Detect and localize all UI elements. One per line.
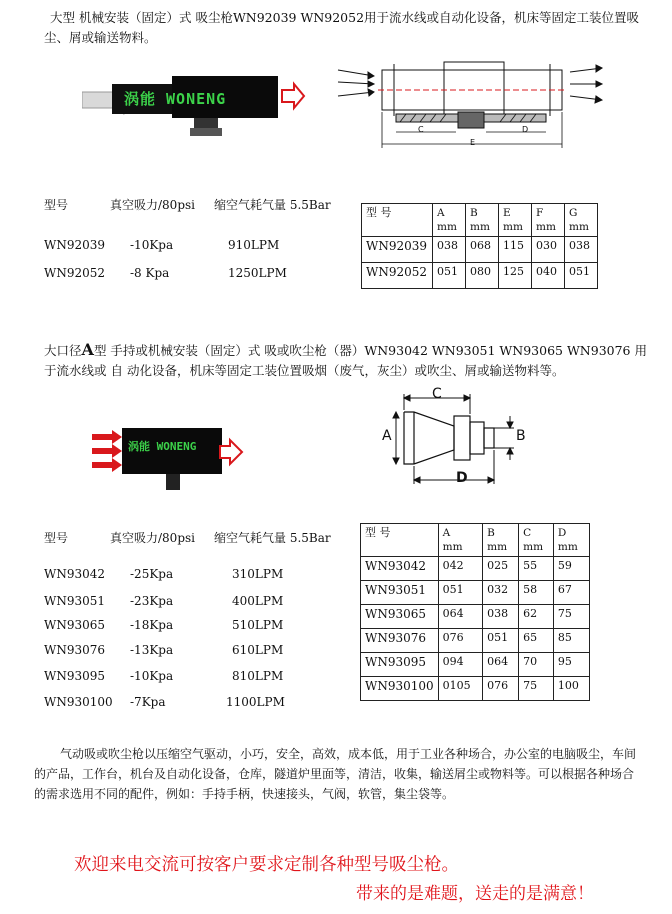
spec-value: 1250LPM <box>228 266 287 280</box>
table-row: WN93076 076 051 65 85 <box>361 629 590 653</box>
dimension-table-large <box>361 203 598 289</box>
spec-value: -23Kpa <box>130 594 174 608</box>
spec-value: 1100LPM <box>226 695 285 709</box>
table-row: WN930100 0105 076 75 100 <box>361 677 590 701</box>
drawing-label-d: D <box>522 125 529 134</box>
section2-intro: 大口径A型 手持或机械安装（固定）式 吸或吹尘枪（器）WN93042 WN93051 WN93065 WN93076 用于流水线或 自 动化设备，机床等固定工装位置吸烟（废气，灰尘）或吹尘、屑或输送物料等。 <box>44 340 647 378</box>
table-header: F mm <box>532 204 565 237</box>
table-header: A mm <box>433 204 466 237</box>
spec-model: WN93076 <box>44 643 106 657</box>
spec-model: WN93095 <box>44 669 106 683</box>
table-header: G mm <box>565 204 598 237</box>
table-row: WN93095 094 064 70 95 <box>361 653 590 677</box>
table-row: WN92052 051 080 125 040 051 <box>362 263 598 289</box>
summary-paragraph: 气动吸或吹尘枪以压缩空气驱动，小巧，安全，高效，成本低，用于工业各种场合，办公室的电脑吸尘，车间的产品，工作台，机台及自动化设备，仓库，隧道炉里面等，清洁，收集，输送屑尘或物料等。可以根据各种场合的需求选用不同的配件，例如：手持手柄，快速接头，气阀，软管，集尘袋等。 <box>34 747 637 801</box>
spec-row: WN92052 <box>44 266 106 280</box>
drawing-label-c: C <box>418 125 424 134</box>
spec-value: 810LPM <box>232 669 284 683</box>
footer-line-1: 欢迎来电交流可按客户要求定制各种型号吸尘枪。 <box>74 855 459 875</box>
drawing-svg <box>334 52 612 152</box>
spec-value: 910LPM <box>228 238 280 252</box>
drawing-label-a: A <box>382 428 392 444</box>
table-row: WN93051 051 032 58 67 <box>361 581 590 605</box>
product-logo: 涡能 WONENG <box>124 90 227 108</box>
drawing-label-e: E <box>470 138 476 147</box>
spec-model: WN93051 <box>44 594 106 608</box>
spec-value: 310LPM <box>232 567 284 581</box>
table-header: 型 号 <box>362 204 433 237</box>
table-row: WN92039 038 068 115 030 038 <box>362 237 598 263</box>
spec-model: WN93065 <box>44 618 106 632</box>
spec-value: 510LPM <box>232 618 284 632</box>
table-header: E mm <box>499 204 532 237</box>
table-row: WN93065 064 038 62 75 <box>361 605 590 629</box>
spec-header-vacuum: 真空吸力/80psi <box>110 198 195 212</box>
spec-value: 610LPM <box>232 643 284 657</box>
spec-model: WN930100 <box>44 695 113 709</box>
technical-drawing-a-type <box>374 386 544 490</box>
spec-value: -7Kpa <box>130 695 166 709</box>
drawing-label-b: B <box>516 428 526 444</box>
technical-drawing-large <box>334 52 612 152</box>
drawing-label-c: C <box>432 386 442 402</box>
spec-header-model: 型号 <box>44 531 69 545</box>
product-logo: 涡能 WONENG <box>128 440 197 453</box>
table-header: C mm <box>519 524 554 557</box>
table-header: B mm <box>466 204 499 237</box>
spec-header-air: 缩空气耗气量 5.5Bar <box>214 531 331 545</box>
section1-intro: 大型 机械安装（固定）式 吸尘枪WN92039 WN92052用于流水线或自动化设备，机床等固定工装位置吸尘、屑或输送物料。 <box>44 10 640 45</box>
spec-model: WN93042 <box>44 567 106 581</box>
spec-value: -10Kpa <box>130 238 174 252</box>
footer-line-2: 带来的是难题，送走的是满意！ <box>356 884 594 904</box>
product-image-large <box>82 70 312 140</box>
spec-value: -25Kpa <box>130 567 174 581</box>
spec-value: 400LPM <box>232 594 284 608</box>
product-image-a-type <box>92 424 252 494</box>
table-header: 型 号 <box>361 524 439 557</box>
table-header: A mm <box>438 524 482 557</box>
spec-value: -8 Kpa <box>130 266 170 280</box>
spec-value: -10Kpa <box>130 669 174 683</box>
dimension-table-a-type <box>360 523 590 701</box>
spec-value: -13Kpa <box>130 643 174 657</box>
spec-header-air: 缩空气耗气量 5.5Bar <box>214 198 331 212</box>
spec-header-model: 型号 <box>44 198 69 212</box>
drawing-label-d: D <box>456 470 468 486</box>
table-row: WN93042 042 025 55 59 <box>361 557 590 581</box>
spec-header-vacuum: 真空吸力/80psi <box>110 531 195 545</box>
spec-row: WN92039 <box>44 238 106 252</box>
spec-value: -18Kpa <box>130 618 174 632</box>
table-header: B mm <box>483 524 519 557</box>
table-header: D mm <box>553 524 589 557</box>
